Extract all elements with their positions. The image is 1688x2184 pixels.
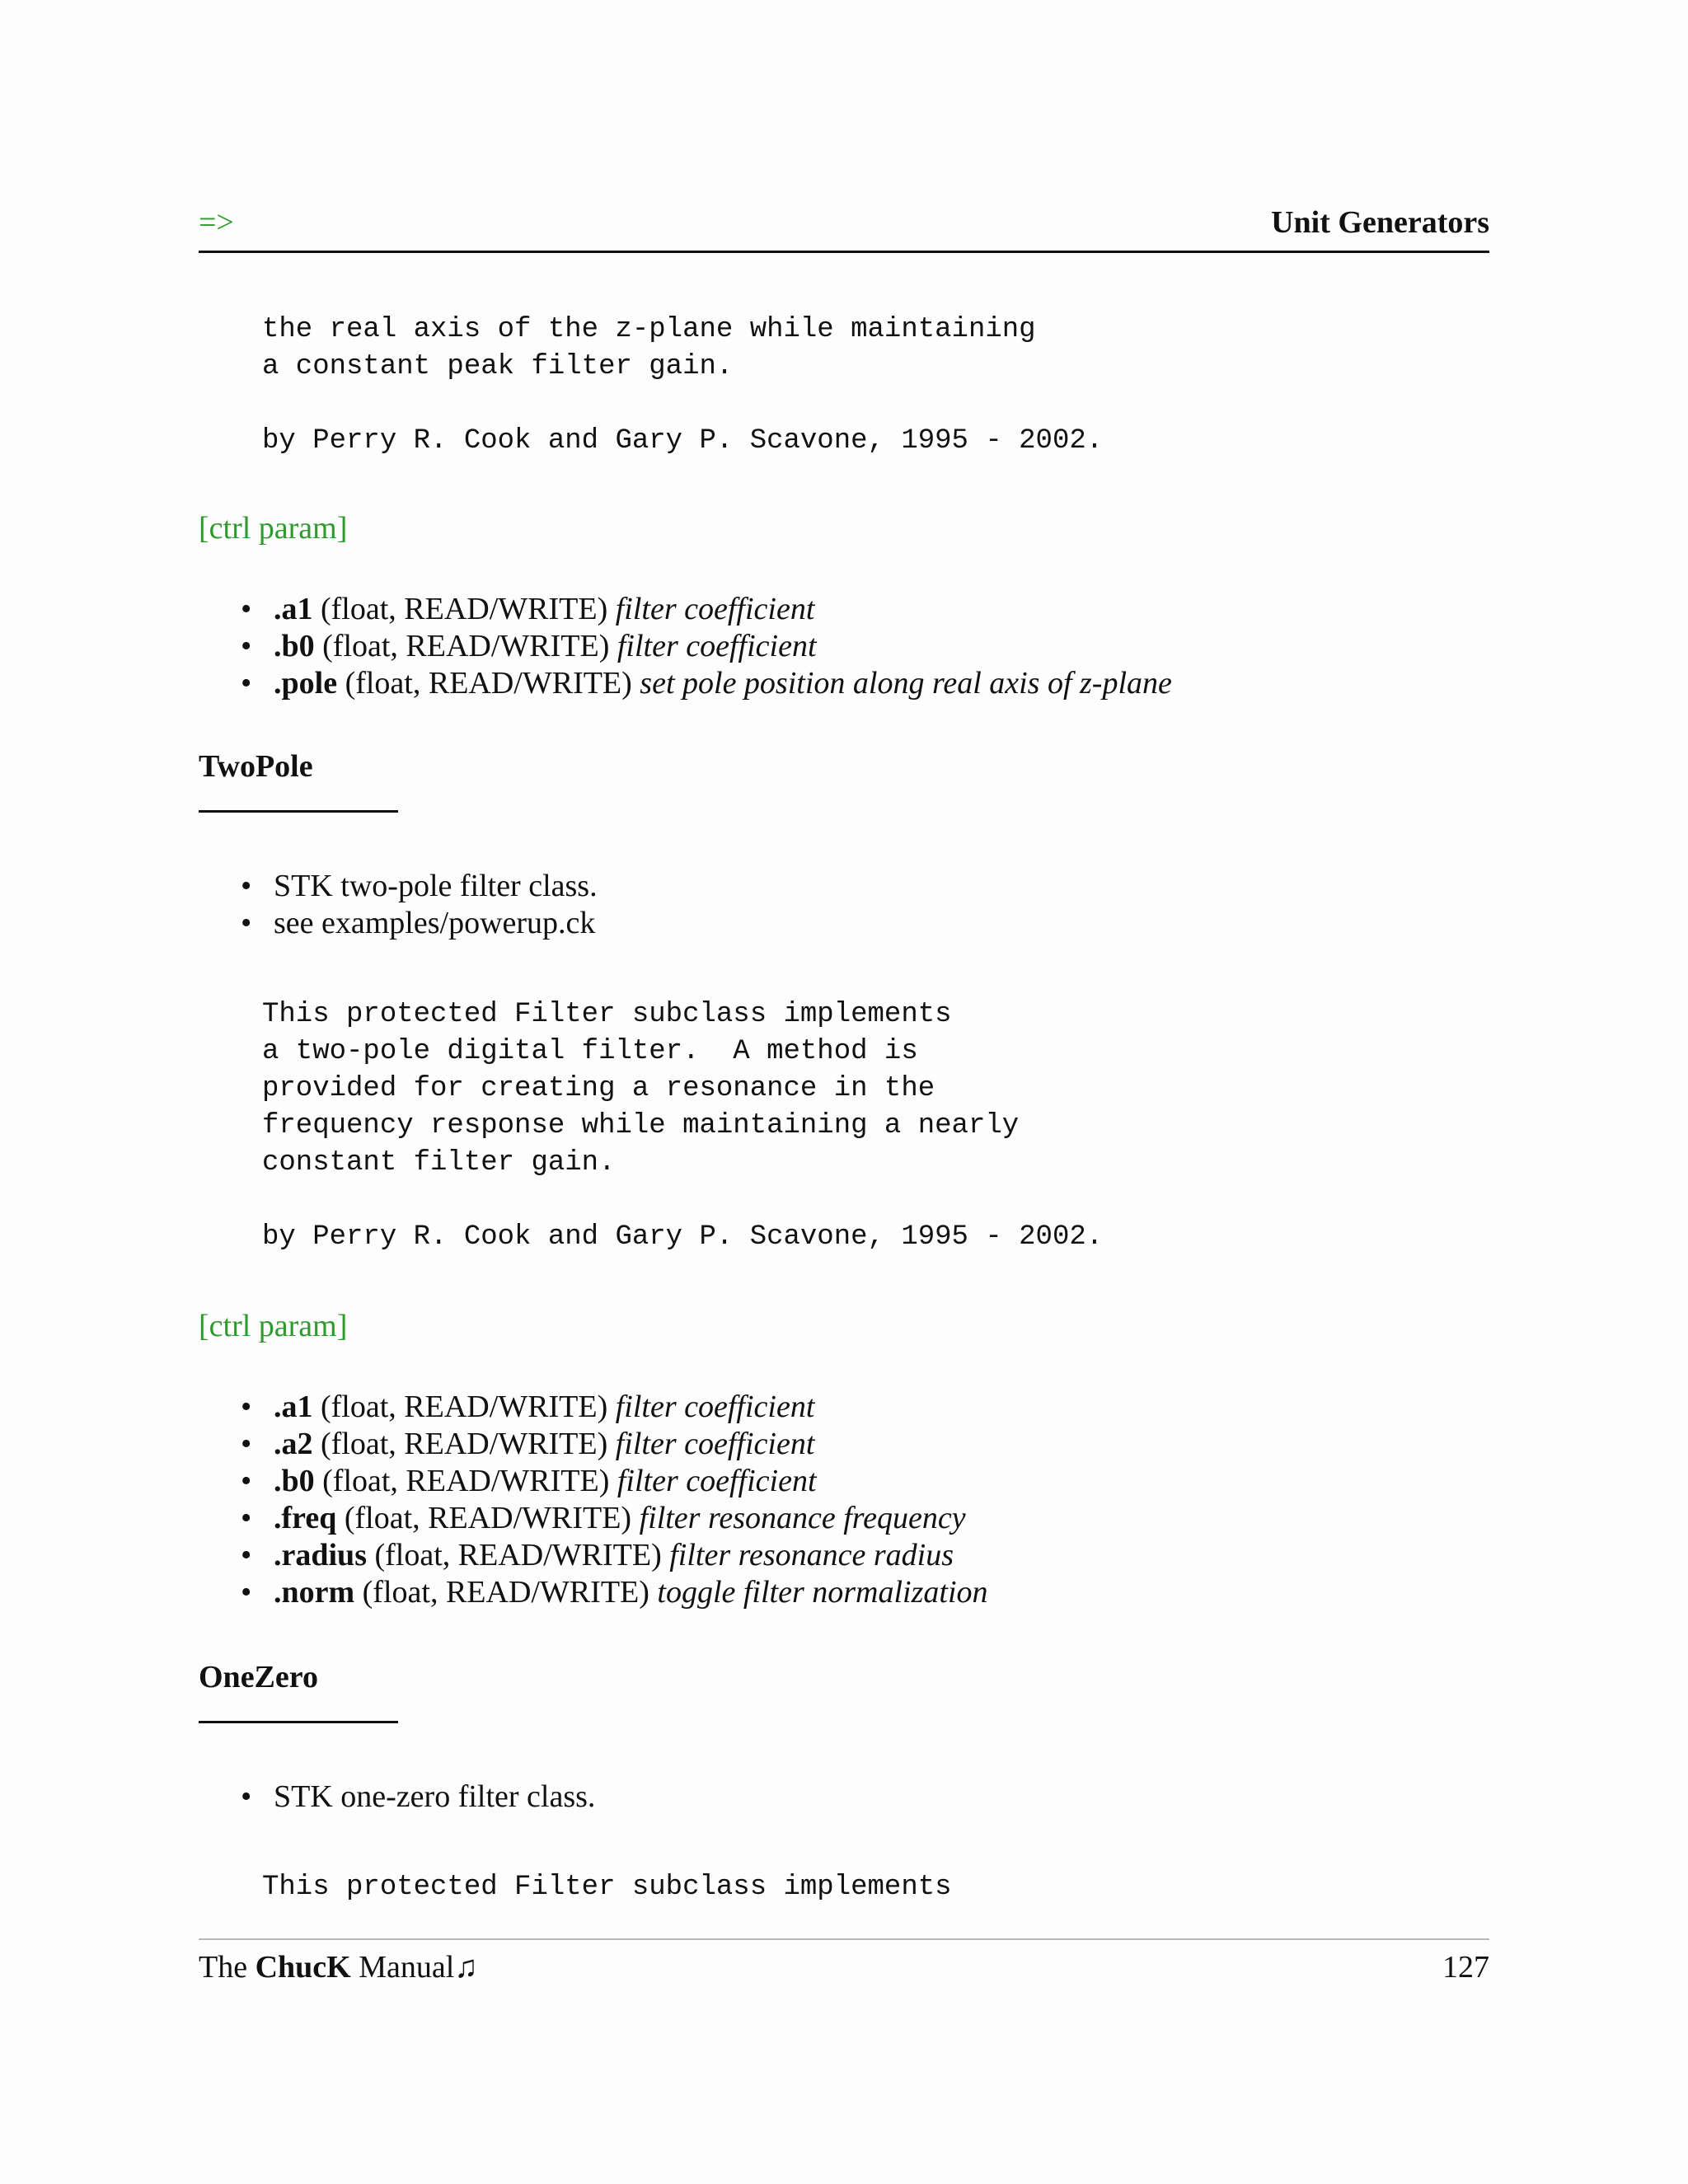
param-type: (float, READ/WRITE) (374, 1538, 662, 1572)
param-type: (float, READ/WRITE) (322, 1464, 610, 1498)
twopole-description-code (262, 996, 1103, 1256)
header-arrow-symbol: => (199, 205, 234, 240)
summary-item: • see examples/powerup.ck (241, 905, 598, 942)
param-item (241, 1574, 988, 1611)
param-type: (float, READ/WRITE) (362, 1575, 649, 1610)
code-line: by Perry R. Cook and Gary P. Scavone, 1995 - 2002. (262, 1221, 1104, 1253)
param-name: .freq (274, 1501, 337, 1535)
param-type: (float, READ/WRITE) (344, 1501, 632, 1535)
footer-prefix: The (199, 1950, 248, 1985)
param-type: (float, READ/WRITE) (345, 666, 632, 701)
param-name: .norm (274, 1575, 355, 1610)
param-desc: set pole position along real axis of z-plane (640, 666, 1172, 701)
onezero-description-code (262, 1869, 952, 1906)
param-desc: filter coefficient (615, 1427, 815, 1461)
param-name: .a1 (274, 1390, 313, 1424)
chapter-title: Unit Generators (1271, 205, 1489, 240)
param-type: (float, READ/WRITE) (321, 592, 608, 626)
music-note-icon: ♫ (454, 1950, 478, 1985)
param-name: .b0 (274, 1464, 315, 1498)
param-desc: filter coefficient (615, 1390, 815, 1424)
param-name: .b0 (274, 629, 315, 663)
section-title-twopole: TwoPole (199, 749, 313, 784)
twopole-param-list (241, 1389, 988, 1611)
summary-item: • STK two-pole filter class. (241, 868, 598, 905)
param-desc: filter coefficient (617, 1464, 817, 1498)
param-name: .a1 (274, 592, 313, 626)
param-item (241, 1463, 988, 1500)
code-line: the real axis of the z-plane while maintaining (262, 314, 1036, 345)
param-desc: filter coefficient (617, 629, 817, 663)
section-rule (199, 810, 398, 813)
code-line: provided for creating a resonance in the (262, 1073, 935, 1104)
ctrl-param-label: [ctrl param] (199, 511, 348, 546)
ctrl-param-label: [ctrl param] (199, 1309, 348, 1343)
code-line: This protected Filter subclass implements (262, 999, 952, 1030)
param-item (241, 591, 1172, 628)
param-type: (float, READ/WRITE) (321, 1390, 608, 1424)
footer-rule (199, 1938, 1489, 1940)
param-type: (float, READ/WRITE) (322, 629, 610, 663)
code-line: constant filter gain. (262, 1147, 616, 1179)
onezero-summary-list (241, 1779, 595, 1816)
param-item (241, 665, 1172, 702)
page-number: 127 (1442, 1950, 1489, 1985)
footer-manual-title (199, 1949, 478, 1985)
param-name: .radius (274, 1538, 367, 1572)
code-line: frequency response while maintaining a nearly (262, 1110, 1020, 1141)
onepole-param-list (241, 591, 1172, 702)
summary-item: • STK one-zero filter class. (241, 1779, 595, 1816)
param-item (241, 1537, 988, 1574)
footer-suffix: Manual (359, 1950, 455, 1985)
param-desc: toggle filter normalization (657, 1575, 988, 1610)
code-line: by Perry R. Cook and Gary P. Scavone, 1995 - 2002. (262, 425, 1104, 457)
param-item (241, 1500, 988, 1537)
twopole-summary-list (241, 868, 598, 942)
code-line: This protected Filter subclass implements (262, 1872, 952, 1903)
onepole-description-code (262, 312, 1103, 460)
param-item (241, 628, 1172, 665)
param-desc: filter resonance frequency (639, 1501, 966, 1535)
param-desc: filter coefficient (615, 592, 815, 626)
param-item (241, 1389, 988, 1426)
param-desc: filter resonance radius (669, 1538, 954, 1572)
running-header (199, 204, 1489, 253)
footer-brand: ChucK (255, 1950, 351, 1985)
section-rule (199, 1721, 398, 1723)
section-title-onezero: OneZero (199, 1660, 318, 1694)
param-type: (float, READ/WRITE) (321, 1427, 608, 1461)
code-line: a two-pole digital filter. A method is (262, 1036, 918, 1067)
code-line: a constant peak filter gain. (262, 351, 734, 382)
param-item (241, 1426, 988, 1463)
param-name: .a2 (274, 1427, 313, 1461)
param-name: .pole (274, 666, 338, 701)
